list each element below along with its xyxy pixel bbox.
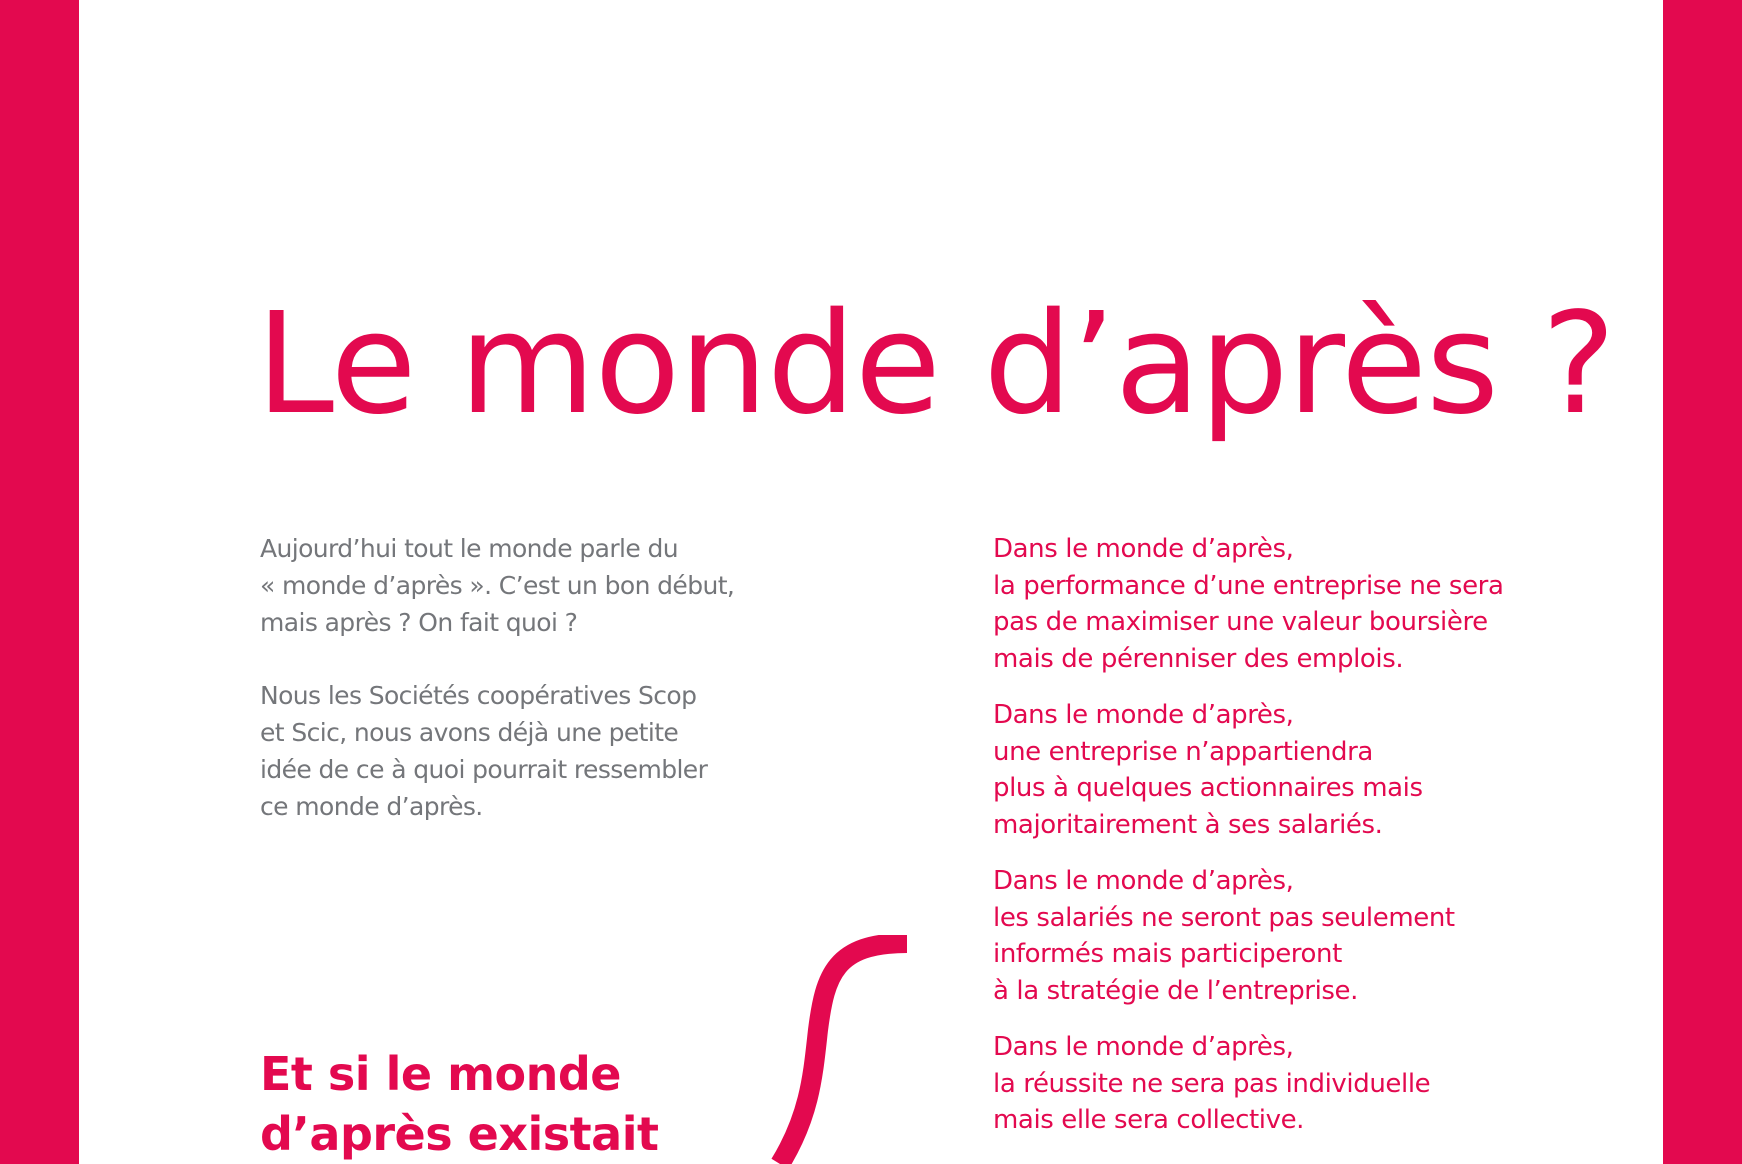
statement-line: plus à quelques actionnaires mais <box>993 773 1423 803</box>
statement-ownership <box>993 697 1633 843</box>
intro-paragraph <box>260 677 780 825</box>
statement-line: la réussite ne sera pas individuelle <box>993 1068 1431 1099</box>
intro-paragraph <box>260 530 780 641</box>
statement-line: les salariés ne seront pas seulement <box>993 902 1455 933</box>
statement-performance <box>993 531 1633 677</box>
closing-question <box>260 1044 658 1164</box>
page-title: Le monde d’après ? <box>256 283 1615 446</box>
statement-line: Dans le monde d’après, <box>993 1032 1294 1062</box>
statement-participation <box>993 863 1633 1009</box>
statement-line: Dans le monde d’après, <box>993 700 1294 730</box>
statement-line: une entreprise n’appartiendra <box>993 736 1373 767</box>
intro-line: ce monde d’après. <box>260 792 483 821</box>
intro-line: Nous les Sociétés coopératives Scop <box>260 681 697 710</box>
question-line: Et si le monde <box>260 1047 621 1101</box>
intro-text <box>260 530 780 861</box>
statement-line: à la stratégie de l’entreprise. <box>993 975 1359 1006</box>
statement-line: mais de pérenniser des emplois. <box>993 643 1404 674</box>
left-accent-band <box>0 0 79 1164</box>
statement-line: informés mais participeront <box>993 939 1342 969</box>
statements-list <box>993 531 1633 1159</box>
statement-collective <box>993 1029 1633 1139</box>
question-line: d’après existait <box>260 1107 659 1161</box>
statement-line: la performance d’une entreprise ne sera <box>993 570 1504 601</box>
statement-line: pas de maximiser une valeur boursière <box>993 607 1488 637</box>
curly-brace-icon <box>755 935 915 1164</box>
intro-line: « monde d’après ». C’est un bon début, <box>260 571 735 600</box>
right-accent-band <box>1663 0 1742 1164</box>
statement-line: Dans le monde d’après, <box>993 866 1294 896</box>
statement-line: mais elle sera collective. <box>993 1105 1305 1135</box>
intro-line: et Scic, nous avons déjà une petite <box>260 718 679 747</box>
intro-line: Aujourd’hui tout le monde parle du <box>260 534 678 563</box>
intro-line: mais après ? On fait quoi ? <box>260 608 578 637</box>
intro-line: idée de ce à quoi pourrait ressembler <box>260 755 708 784</box>
statement-line: majoritairement à ses salariés. <box>993 809 1383 840</box>
statement-line: Dans le monde d’après, <box>993 534 1294 564</box>
